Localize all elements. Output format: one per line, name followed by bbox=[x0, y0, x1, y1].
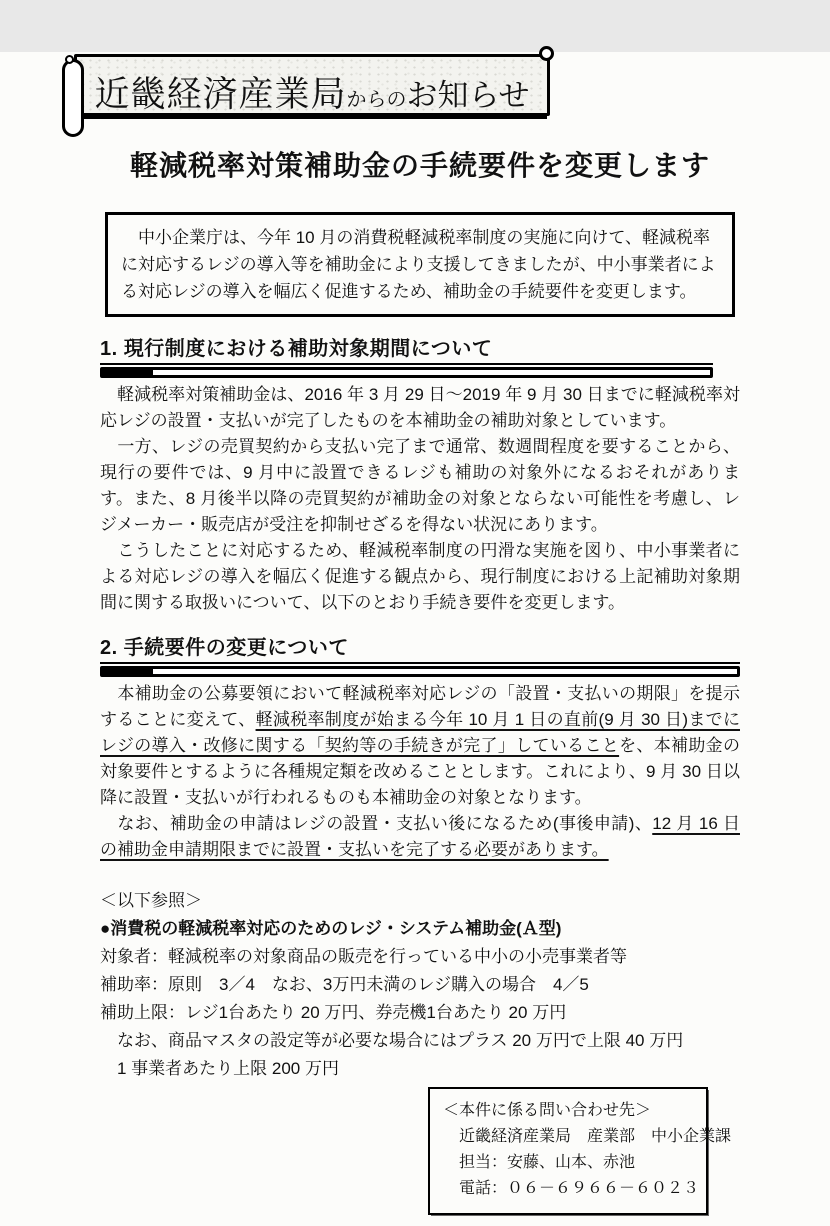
reference-line-cap-total: 1 事業者あたり上限 200 万円 bbox=[100, 1059, 339, 1078]
section1-heading: 1. 現行制度における補助対象期間について bbox=[100, 332, 713, 365]
section2-p2-text: なお、補助金の申請はレジの設置・支払い後になるため(事後申請)、 bbox=[100, 814, 653, 833]
section2-p2-underlined-text: 12 月 16 日の補助金申請期限までに設置・支払いを完了する必要があります。 bbox=[100, 814, 740, 859]
banner-organization: 近畿経済産業局 bbox=[94, 75, 347, 114]
section2-paragraph-2 bbox=[100, 811, 740, 863]
scroll-roll-icon bbox=[62, 59, 84, 137]
scroll-curl-left-icon bbox=[65, 55, 74, 64]
reference-program-title: ●消費税の軽減税率対応のためのレジ・システム補助金(Ａ型) bbox=[100, 919, 562, 938]
document-page bbox=[0, 52, 830, 1226]
section1-paragraph-3: こうしたことに対応するため、軽減税率制度の円滑な実施を図り、中小事業者による対応レジの導入を幅広く促進する観点から、現行制度における上記補助対象期間に関する取扱いについて、以下のとおり手続き要件を変更します。 bbox=[100, 541, 740, 612]
section2-paragraph-1 bbox=[100, 681, 740, 811]
contact-staff: 担当：安藤、山本、赤池 bbox=[459, 1154, 636, 1171]
contact-phone: 電話：０６－６９６６－６０２３ bbox=[459, 1180, 700, 1197]
intro-text: 中小企業庁は、今年 10 月の消費税軽減税率制度の実施に向けて、軽減税率に対応するレジの導入等を補助金により支援してきましたが、中小事業者による対応レジの導入を幅広く促進するため、補助金の手続要件を変更します。 bbox=[121, 228, 716, 301]
section2-p1-text-cont: を、本補助金の対象要件とするように各種規定類を改めることとします。これにより、9 月 30 日以降に設置・支払いが行われるものも本補助金の対象となります。 bbox=[100, 736, 740, 807]
banner-particle: からの bbox=[346, 89, 407, 111]
section2-heading: 2. 手続要件の変更について bbox=[100, 631, 740, 664]
notice-banner bbox=[62, 52, 550, 116]
section1-divider-bar bbox=[100, 367, 713, 378]
banner-notice-word: お知らせ bbox=[406, 78, 530, 113]
contact-office: 近畿経済産業局 産業部 中小企業課 bbox=[459, 1128, 732, 1145]
intro-box bbox=[105, 212, 735, 317]
page-title: 軽減税率対策補助金の手続要件を変更します bbox=[129, 150, 710, 181]
contact-row bbox=[100, 1087, 740, 1215]
section1-paragraph-2: 一方、レジの売買契約から支払い完了まで通常、数週間程度を要することから、現行の要件では、9 月中に設置できるレジも補助の対象外になるおそれがあります。また、8 月後半以降の売買契約が補助金の対象とならない可能性を考慮し、レジメーカー・販売店が受注を抑制せざるを得ない状況にあります。 bbox=[100, 437, 740, 534]
document-content bbox=[94, 52, 740, 1215]
reference-block bbox=[100, 887, 740, 1083]
banner-band bbox=[74, 54, 550, 116]
reference-line-rate: 補助率：原則 3／4 なお、3万円未満のレジ購入の場合 4／5 bbox=[100, 975, 589, 994]
reference-label: ＜以下参照＞ bbox=[100, 891, 202, 910]
reference-line-target: 対象者：軽減税率の対象商品の販売を行っている中小の小売事業者等 bbox=[100, 947, 627, 966]
scroll-curl-right-icon bbox=[539, 46, 554, 61]
section2-p1-text: 本補助金の公募要領において軽減税率対応レジの「設置・支払いの期限」を提示することに変えて、 bbox=[100, 684, 740, 729]
contact-heading: ＜本件に係る問い合わせ先＞ bbox=[443, 1102, 652, 1119]
reference-line-cap-note: なお、商品マスタの設定等が必要な場合にはプラス 20 万円で上限 40 万円 bbox=[100, 1031, 684, 1050]
section1-paragraph-1: 軽減税率対策補助金は、2016 年 3 月 29 日～2019 年 9 月 30 日までに軽減税率対応レジの設置・支払いが完了したものを本補助金の補助対象としています。 bbox=[100, 385, 740, 430]
contact-box bbox=[428, 1087, 732, 1215]
section2-divider-bar bbox=[100, 666, 740, 677]
section2-p1-underlined-text: 軽減税率制度が始まる今年 10 月 1 日の直前(9 月 30 日)までにレジの導入・改修に関する「契約等の手続きが完了」していること bbox=[100, 710, 740, 755]
reference-line-cap: 補助上限：レジ1台あたり 20 万円、券売機1台あたり 20 万円 bbox=[100, 1003, 567, 1022]
